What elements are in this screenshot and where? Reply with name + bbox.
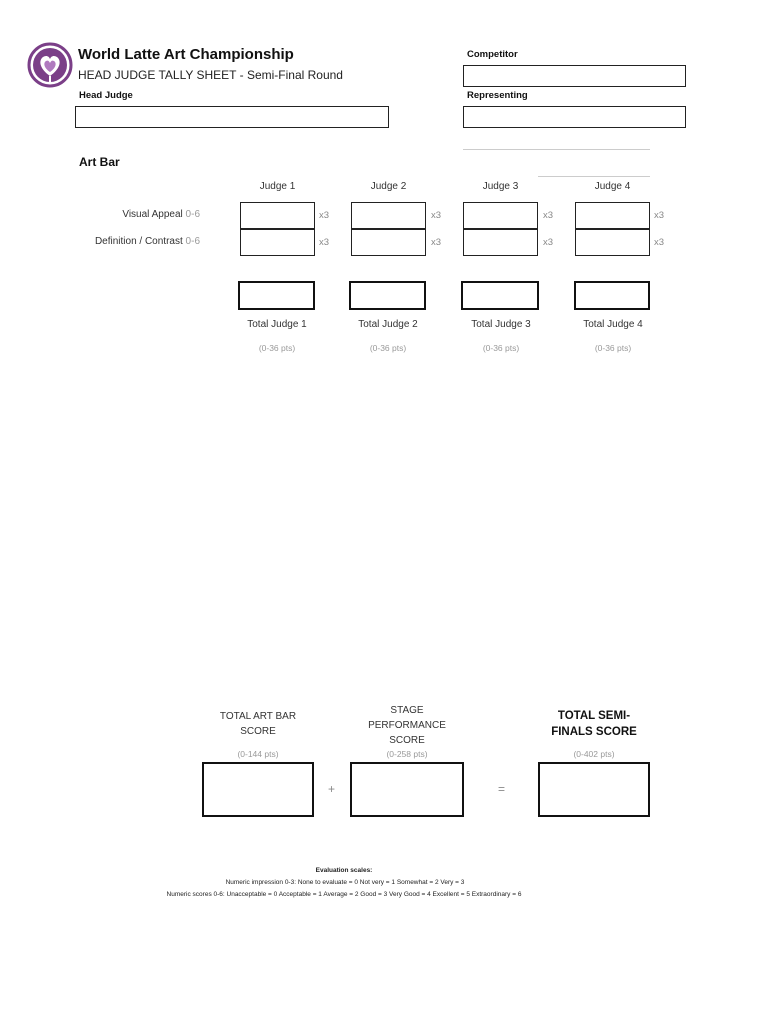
multiplier: x3 bbox=[319, 237, 330, 248]
divider bbox=[463, 149, 650, 150]
label-line: TOTAL SEMI- bbox=[557, 710, 631, 722]
criterion-name: Definition / Contrast bbox=[94, 236, 183, 247]
divider bbox=[538, 176, 650, 177]
label-line: TOTAL ART BAR bbox=[219, 711, 297, 722]
total-judge-2-label: Total Judge 2 bbox=[358, 319, 418, 330]
competitor-label: Competitor bbox=[467, 49, 518, 60]
total-judge-4-label: Total Judge 4 bbox=[583, 319, 643, 330]
judge-3-header: Judge 3 bbox=[482, 181, 519, 192]
evaluation-impression-scale: Numeric impression 0-3: None to evaluate = 0 Not very = 1 Somewhat = 2 Very = 3 bbox=[225, 879, 465, 886]
wlac-logo bbox=[26, 42, 74, 88]
head-judge-field[interactable] bbox=[75, 106, 389, 128]
multiplier: x3 bbox=[654, 210, 665, 221]
plus-sign: + bbox=[328, 782, 336, 796]
multiplier: x3 bbox=[319, 210, 330, 221]
page-subtitle: HEAD JUDGE TALLY SHEET - Semi-Final Round bbox=[78, 68, 343, 82]
total-semi-finals-range: (0-402 pts) bbox=[573, 749, 615, 759]
label-line: STAGE bbox=[390, 705, 424, 716]
score-j2-visual-appeal[interactable] bbox=[351, 202, 426, 229]
total-judge-3-label: Total Judge 3 bbox=[471, 319, 531, 330]
label-line: SCORE bbox=[389, 735, 425, 746]
multiplier: x3 bbox=[431, 210, 442, 221]
multiplier: x3 bbox=[543, 237, 554, 248]
total-semi-finals-box[interactable] bbox=[538, 762, 650, 817]
competitor-field[interactable] bbox=[463, 65, 686, 87]
criterion-definition-contrast bbox=[75, 236, 200, 247]
total-semi-finals-label bbox=[538, 708, 650, 740]
total-judge-2-box[interactable] bbox=[349, 281, 426, 310]
head-judge-label: Head Judge bbox=[79, 90, 133, 101]
score-j3-definition[interactable] bbox=[463, 229, 538, 256]
label-line: PERFORMANCE bbox=[368, 720, 446, 731]
label-line: SCORE bbox=[240, 726, 276, 737]
criterion-range: 0-6 bbox=[185, 209, 200, 220]
score-j1-definition[interactable] bbox=[240, 229, 315, 256]
total-judge-4-range: (0-36 pts) bbox=[594, 343, 632, 353]
judge-2-header: Judge 2 bbox=[370, 181, 407, 192]
section-title-art-bar: Art Bar bbox=[79, 155, 120, 169]
stage-performance-label bbox=[350, 703, 464, 748]
total-judge-4-box[interactable] bbox=[574, 281, 650, 310]
total-judge-3-range: (0-36 pts) bbox=[482, 343, 520, 353]
score-j2-definition[interactable] bbox=[351, 229, 426, 256]
equals-sign: = bbox=[498, 782, 506, 796]
label-line: FINALS SCORE bbox=[551, 726, 637, 738]
total-judge-3-box[interactable] bbox=[461, 281, 539, 310]
total-judge-2-range: (0-36 pts) bbox=[369, 343, 407, 353]
criterion-name: Visual Appeal bbox=[122, 209, 183, 220]
multiplier: x3 bbox=[654, 237, 665, 248]
score-j3-visual-appeal[interactable] bbox=[463, 202, 538, 229]
representing-label: Representing bbox=[467, 90, 528, 101]
score-j4-visual-appeal[interactable] bbox=[575, 202, 650, 229]
score-j1-visual-appeal[interactable] bbox=[240, 202, 315, 229]
page-title: World Latte Art Championship bbox=[78, 46, 294, 63]
multiplier: x3 bbox=[431, 237, 442, 248]
judge-4-header: Judge 4 bbox=[594, 181, 631, 192]
judge-1-header: Judge 1 bbox=[259, 181, 296, 192]
total-judge-1-range: (0-36 pts) bbox=[258, 343, 296, 353]
criterion-visual-appeal bbox=[75, 209, 200, 220]
score-j4-definition[interactable] bbox=[575, 229, 650, 256]
evaluation-title: Evaluation scales: bbox=[315, 867, 373, 874]
total-judge-1-label: Total Judge 1 bbox=[247, 319, 307, 330]
total-judge-1-box[interactable] bbox=[238, 281, 315, 310]
total-art-bar-range: (0-144 pts) bbox=[237, 749, 279, 759]
total-art-bar-box[interactable] bbox=[202, 762, 314, 817]
evaluation-numeric-scale: Numeric scores 0-6: Unacceptable = 0 Acceptable = 1 Average = 2 Good = 3 Very Good = 4 Excellent = 5 Extraordinary = 6 bbox=[166, 891, 522, 898]
total-art-bar-label bbox=[202, 709, 314, 739]
multiplier: x3 bbox=[543, 210, 554, 221]
criterion-range: 0-6 bbox=[185, 236, 200, 247]
stage-performance-range: (0-258 pts) bbox=[386, 749, 428, 759]
stage-performance-box[interactable] bbox=[350, 762, 464, 817]
representing-field[interactable] bbox=[463, 106, 686, 128]
